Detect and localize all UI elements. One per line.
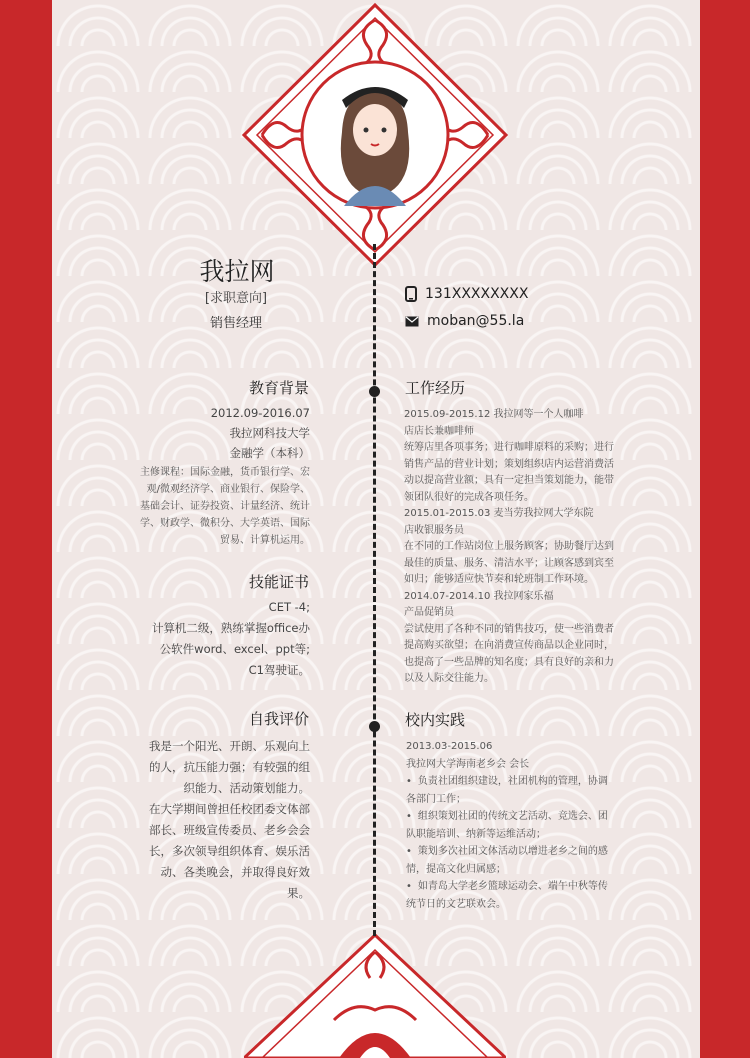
job-title: 销售经理 — [209, 316, 262, 331]
self-evaluation-heading: 自我评价 — [248, 710, 309, 728]
education-block — [211, 403, 310, 463]
phone-row — [405, 286, 528, 302]
education-courses: 主修课程：国际金融，货币银行学、宏 观/微观经济学、商业银行、保险学、 基础会计、证券投资、计量经济、统计 学、财政学、微积分、大学英语、国际 贸易、计算机运用。 — [140, 467, 310, 546]
timeline-dot-work — [369, 386, 380, 397]
work-block: 2015.09-2015.12 我拉网等一个人咖啡 店店长兼咖啡师 统筹店里各项事务；进行咖啡原料的采购；进行 销售产品的营业计划；策划组织店内运营消费活 动以提高营业额；具有一定担当策划能力，能带 领团队很好的完成各项任务。 2015.01-2015.03 麦当劳我拉网大学东院 店收银服务员 在不同的工作站岗位上服务顾客；协助餐厅达到 最佳的质量、服务、清洁水平；让顾客感到宾至 如归；能够适应快节奏和轮班制工作环境。 2014.07-2014.10 我拉网家乐福 产品促销员 尝试使用了各种不同的销售技巧，使一些消费者 提高购买欲望；在向消费宣传商品以企业同时， 也提高了一些品牌的知名度；具有良好的亲和力 以及人际交往能力。 — [404, 409, 614, 684]
left-red-border — [0, 0, 52, 1058]
timeline-dot-campus — [369, 721, 380, 732]
education-heading: 教育背景 — [248, 379, 309, 397]
top-ornament — [234, 0, 516, 270]
phone-icon — [405, 286, 417, 302]
education-period: 2012.09-2016.07 — [210, 406, 310, 420]
bottom-ornament — [244, 930, 506, 1058]
campus-heading: 校内实践 — [405, 711, 466, 729]
timeline-dashed-line — [373, 244, 376, 936]
skills-heading: 技能证书 — [248, 573, 309, 591]
skills-block: CET -4; 计算机二级，熟练掌握office办 公软件word、excel、ppt等; C1驾驶证。 — [151, 600, 310, 677]
right-red-border — [700, 0, 750, 1058]
candidate-name: 我拉网 — [199, 257, 275, 286]
email-address: moban@55.la — [427, 313, 525, 329]
mail-icon — [405, 316, 419, 327]
work-heading: 工作经历 — [405, 379, 466, 397]
phone-number: 131XXXXXXXX — [425, 286, 529, 302]
education-school: 我拉网科技大学 — [229, 426, 310, 440]
job-intent-label: [求职意向] — [204, 291, 268, 306]
campus-block: 2013.03-2015.06 我拉网大学海南老乡会 会长 • 负责社团组织建设，社团机构的管理，协调 各部门工作； • 组织策划社团的传统文艺活动、竞选会、团 队职能培训、纳新等运维活动； • 策划多次社团文体活动以增进老乡之间的感 情，提高文化归属感； • 如青岛大学老乡篮球运动会、端午中秋等传 统节日的文艺联欢会。 — [406, 738, 628, 913]
education-major: 金融学（本科） — [229, 446, 310, 460]
email-row — [405, 313, 524, 329]
self-evaluation-block: 我是一个阳光、开朗、乐观向上 的人，抗压能力强；有较强的组 织能力、活动策划能力。 在大学期间曾担任校团委文体部 部长、班级宣传委员、老乡会会 长，多次领导组织体育、娱乐活 动、各类晚会，并取得良好效 果。 — [149, 739, 310, 900]
